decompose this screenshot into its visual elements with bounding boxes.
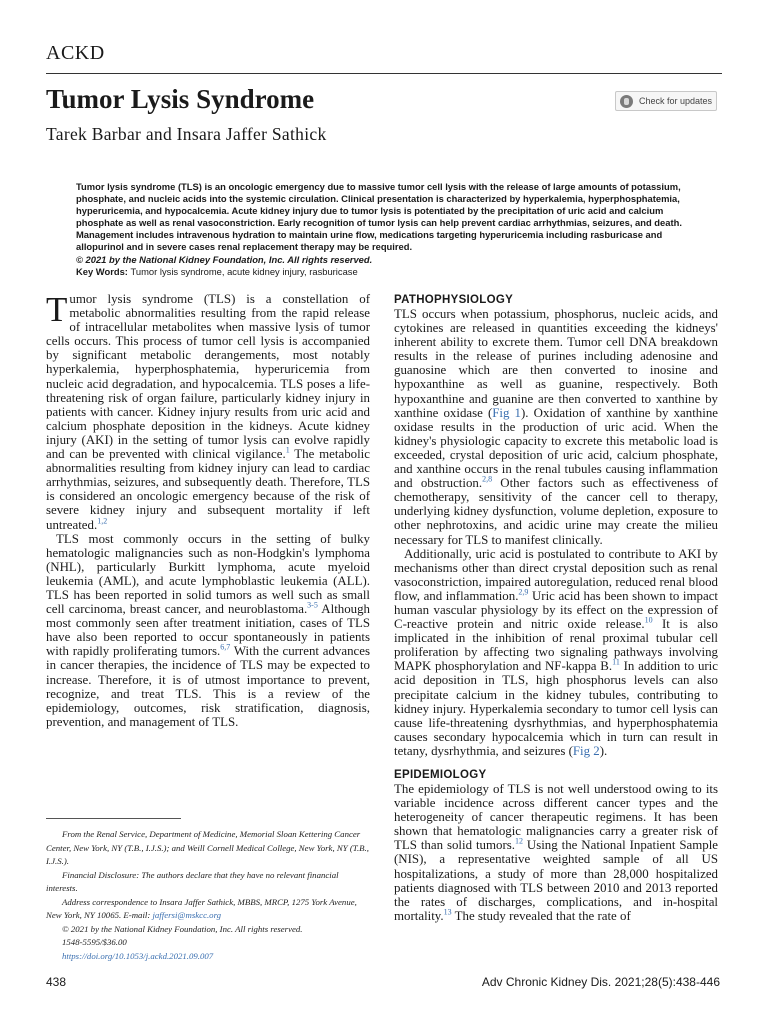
figure-1-link[interactable]: Fig 1	[492, 405, 522, 420]
abstract-copyright: © 2021 by the National Kidney Foundation, Inc. All rights reserved.	[76, 253, 373, 265]
reference-link[interactable]: 6,7	[220, 643, 231, 653]
pathophysiology-paragraph-2	[394, 547, 718, 758]
body-text: It is also implicated in the inhibition of renal proximal tubular cell proliferation by affecting two signaling pathways involving MAPK phosphorylation and NF-kappa B.	[394, 617, 718, 674]
intro-text: TLS most commonly occurs in the setting of bulky hematologic malignancies such as non-Hodgkin's lymphoma (NHL), particularly Burkitt lymphoma, acute myeloid leukemia (AML), and acute lymphoblastic leukemia (ALL). TLS has been reported in solid tumors as well such as small cell carcinoma, breast cancer, and neuroblastoma.	[46, 531, 370, 617]
body-text: In addition to uric acid deposition in TLS, high phosphorus levels can also precipitate calcium in the kidney tubules, contributing to kidney injury. Hyperkalemia secondary to tumor cell lysis can cause life-threatening dysrhythmias, and hyperphosphatemia causes secondary hypocalcemia which in turn can result in tetany, dysrhythmia, and seizures (	[394, 659, 718, 758]
body-text: Uric acid has been shown to impact human vascular physiology by its effect on the expression of C-reactive protein and nitric oxide release.	[394, 588, 718, 632]
check-for-updates-button[interactable]	[615, 91, 717, 111]
abstract-text: Tumor lysis syndrome (TLS) is an oncologic emergency due to massive tumor cell lysis with the release of large amounts of potassium, phosphate, and nucleic acids into the systemic circulation. Clinical presentation is characterized by hyperkalemia, hyperphosphatemia, hyperuricemia, and hypocalcemia. Acute kidney injury due to tumor lysis is potentiated by the precipitation of uric acid and calcium phosphate as well as renal vasoconstriction. Early recognition of tumor lysis can help prevent cardiac arrhythmias, seizures, and death. Management includes intravenous hydration to maintain urine flow, medications targeting hyperuricemia including rasburicase and allopurinol and in severe cases renal replacement therapy may be required.	[76, 181, 682, 253]
correspondence-note	[46, 896, 372, 923]
body-text: Using the National Inpatient Sample (NIS), a representative weighted sample of all US hospitalizations, a study of more than 28,000 hospitalized patients diagnosed with TLS between 2010 and 2013 reported the rates of discharges, complications, and in-hospital mortality.	[394, 838, 718, 923]
article-authors: Tarek Barbar and Insara Jaffer Sathick	[46, 124, 327, 144]
intro-text: With the current advances in cancer therapies, the incidence of TLS may be expected to increase. Therefore, it is of utmost importance to prevent, recognize, and treat TLS. This is a review of the epidemiology, outcomes, risk stratification, diagnosis, prevention, and management of TLS.	[46, 644, 371, 729]
body-text: Additionally, uric acid is postulated to contribute to AKI by mechanisms other than direct crystal deposition such as renal vasoconstriction, impaired autoregulation, reduced renal blood flow, and inflammation.	[394, 546, 718, 603]
email-link[interactable]: jaffersi@mskcc.org	[152, 910, 222, 920]
abstract	[76, 181, 692, 278]
epidemiology-heading: EPIDEMIOLOGY	[394, 769, 487, 781]
reference-link[interactable]: 3-5	[307, 600, 318, 610]
reference-link[interactable]: 10	[644, 615, 653, 625]
keywords-text: Tumor lysis syndrome, acute kidney injury, rasburicase	[130, 265, 358, 277]
keywords	[76, 266, 692, 278]
body-text: The epidemiology of TLS is not well understood owing to its variable incidence across different cancer types and the heterogeneity of cancer therapeutic regimens. It has been shown that hematologic malignancies carry a greater risk of TLS than solid tumors.	[394, 782, 718, 853]
left-column	[46, 292, 370, 729]
right-column	[394, 293, 718, 923]
body-text: ).	[599, 743, 608, 758]
reference-link[interactable]: 1,2	[97, 516, 108, 526]
reference-link[interactable]: 1	[285, 445, 290, 455]
intro-paragraph-1	[46, 292, 370, 532]
reference-link[interactable]: 2,8	[482, 474, 493, 484]
copyright-note: © 2021 by the National Kidney Foundation, Inc. All rights reserved.	[62, 923, 303, 934]
article-title: Tumor Lysis Syndrome	[46, 84, 315, 114]
reference-link[interactable]: 12	[514, 837, 523, 847]
correspondence-text: Address correspondence to Insara Jaffer Sathick, MBBS, MRCP, 1275 York Avenue, New York, NY 10065. E-mail:	[46, 896, 357, 920]
page-number: 438	[46, 975, 67, 989]
keywords-label: Key Words:	[76, 265, 128, 277]
pathophysiology-paragraph-1	[394, 307, 718, 547]
figure-2-link[interactable]: Fig 2	[572, 743, 600, 758]
bookmark-icon	[620, 95, 633, 108]
drop-cap: T	[46, 290, 68, 329]
epidemiology-paragraph-1	[394, 782, 718, 923]
intro-text: umor lysis syndrome (TLS) is a constellation of metabolic abnormalities resulting from the rapid release of intracellular metabolites when massive lysis of tumor cells occurs. This process of tumor cell lysis is accompanied by significant metabolic derangements, most notably hyperkalemia, hyperphosphatemia, hyperuricemia from nucleic acid degradation, and hypocalcemia. TLS poses a life-threatening risk of organ failure, particularly kidney injury in patients with cancer. Kidney injury results from uric acid and calcium phosphate deposition in the kidneys. Acute kidney injury (AKI) in the setting of tumor lysis can evolve rapidly and can be prevented with clinical vigilance.	[46, 292, 370, 462]
disclosure-note: Financial Disclosure: The authors declare that they have no relevant financial interests.	[46, 869, 339, 893]
intro-paragraph-2	[46, 532, 370, 729]
doi-link[interactable]: https://doi.org/10.1053/j.ackd.2021.09.007	[62, 950, 214, 961]
reference-link[interactable]: 11	[612, 658, 620, 668]
body-text: Other factors such as effectiveness of chemotherapy, sensitivity of the cancer cell to therapy, underlying kidney dysfunction, volume depletion, exposure to other nephrotoxins, and acidic urine may create the milieu necessary for TLS to manifest clinically.	[394, 476, 718, 547]
body-text: TLS occurs when potassium, phosphorus, nucleic acids, and cytokines are released in quantities exceeding the kidneys' inherent ability to excrete them. Tumor cell DNA breakdown results in the release of purines including adenosine and guanosine which are then converted to inosine and hypoxanthine as well as guanine, respectively. Both hypoxanthine and guanine are then converted to xanthine by xanthine oxidase (	[394, 307, 718, 420]
intro-text: Although most commonly seen after treatment initiation, cases of TLS have also been reported to occur spontaneously in patients with rapidly proliferating tumors.	[46, 602, 370, 659]
pathophysiology-heading: PATHOPHYSIOLOGY	[394, 294, 514, 306]
reference-link[interactable]: 13	[443, 907, 452, 917]
issn-note: 1548-5595/$36.00	[62, 937, 127, 947]
footnotes	[46, 828, 372, 963]
footnote-rule	[46, 818, 181, 819]
journal-citation: Adv Chronic Kidney Dis. 2021;28(5):438-446	[481, 975, 720, 989]
affiliation-note: From the Renal Service, Department of Medicine, Memorial Sloan Kettering Cancer Center, New York, NY (T.B., I.J.S.); and Weill Cornell Medical College, New York, NY (T.B., I.J.S.).	[46, 829, 369, 866]
reference-link[interactable]: 2,9	[518, 587, 529, 597]
journal-name: ACKD	[46, 42, 105, 64]
intro-text: The metabolic abnormalities resulting from kidney injury can lead to cardiac arrhythmias, seizures, and subsequently death. Therefore, TLS is considered an oncologic emergency because of the risk of severe kidney injury and subsequent mortality if left untreated.	[46, 447, 370, 532]
body-text: ). Oxidation of xanthine by xanthine oxidase results in the production of uric acid. When the kidney's physiologic capacity to excrete this metabolic load is exceeded, crystal deposition of uric acid, calcium phosphate, and xanthine occurs in the renal tubules causing inflammation and obstruction.	[394, 405, 718, 491]
check-for-updates-label: Check for updates	[639, 96, 713, 106]
body-text: The study revealed that the rate of	[451, 908, 631, 923]
header-rule	[46, 73, 722, 74]
section-spacer	[394, 758, 718, 768]
doi-note	[46, 950, 372, 964]
